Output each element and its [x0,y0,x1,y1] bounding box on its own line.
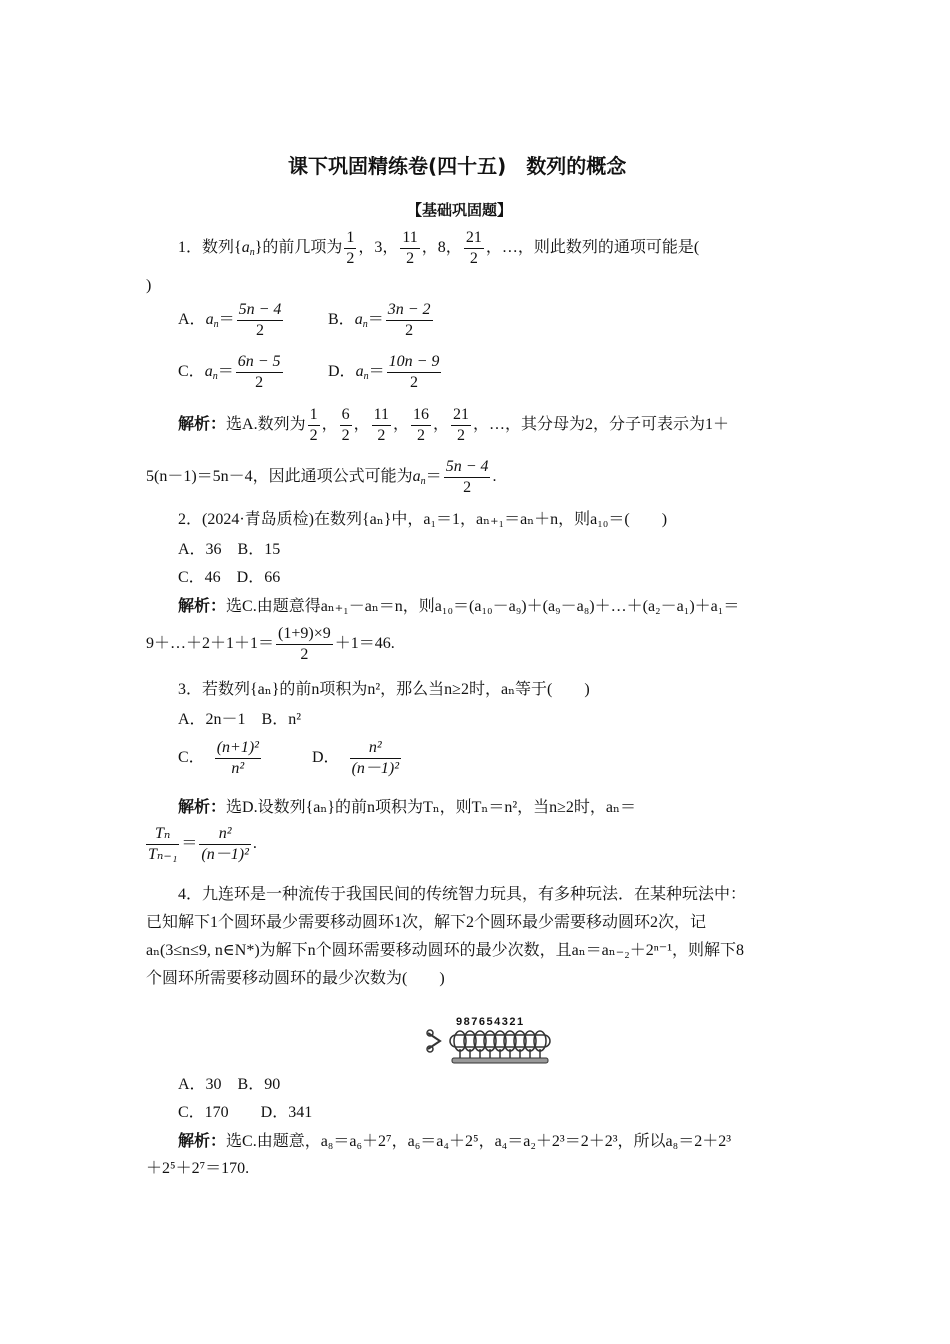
q3-solution-line1: 解析：选D.设数列{aₙ}的前n项积为Tₙ，则Tₙ＝n²，当n≥2时，aₙ＝ [178,797,636,816]
q4-stem-line4: 个圆环所需要移动圆环的最少次数为( ) [146,970,445,987]
q4-stem-line1: 4．九连环是一种流传于我国民间的传统智力玩具，有多种玩法．在某种玩法中： [178,886,747,903]
q1-solution-line2: 5(n－1)＝5n－4，因此通项公式可能为$a_n=$ $\frac{5n - 4}{2}$ . [146,458,497,496]
q2-stem: 2．(2024·青岛质检)在数列{aₙ}中，a₁＝1，aₙ₊₁＝aₙ＋n，则a₁₀＝( ) [178,511,668,528]
q1-close-paren: ) [146,277,152,294]
q4-options-ab: A．30 B．90 [178,1076,281,1093]
q3-solution-line2: $\frac{\text{Tₙ}}{\text{Tₙ₋₁}}$ ＝ $\frac{\text{n²}}{\text{(n－1)²}}$ . [148,825,257,863]
nine-rings-figure [426,1016,566,1064]
q3-option-c: C． $\frac{\text{(n+1)²}}{\text{n²}}$ [178,739,259,777]
q2-solution-line2: 9＋…＋2＋1＋1＝ $\frac{(1+9)\times 9}{2}$ ＋1＝46. [146,625,395,663]
q1-option-b: B．$a_n=$ $\frac{3n - 2}{2}$ [328,301,431,339]
q1-option-a: A．$a_n=$ $\frac{5n - 4}{2}$ [178,301,282,339]
q1-option-c: C．$a_n=$ $\frac{6n - 5}{2}$ [178,353,281,391]
q2-options-ab: A．36 B．15 [178,541,281,558]
q1-stem: 1．数列$\{a_n\}$的前几项为 $\frac{1}{2}$ ，3， $\frac{11}{2}$ ，8， $\frac{21}{2}$ ，…，则此数列的通项可能是( [178,229,700,267]
q4-solution-line1: 解析：选C.由题意，a₈＝a₆＋2⁷，a₆＝a₄＋2⁵，a₄＝a₂＋2³＝2＋2³，所以a₈＝2＋2³ [178,1131,731,1150]
rings-drawing [426,1027,566,1067]
q1-solution-line1: 解析：选A.数列为 $\frac{1}{2}$ ， $\frac{6}{2}$ ， $\frac{11}{2}$ ， $\frac{16}{2}$ ， $\frac{21}{2}$ ，…，其分母为2，分子可表示为1＋ [178,406,730,444]
section-heading: 【基础巩固题】 [407,201,513,219]
q4-stem-line3: aₙ(3≤n≤9, n∈N*)为解下n个圆环需要移动圆环的最少次数，且aₙ＝aₙ₋₂＋2ⁿ⁻¹，则解下8 [146,942,744,959]
q4-stem-line2: 已知解下1个圆环最少需要移动圆环1次，解下2个圆环最少需要移动圆环2次，记 [146,914,707,931]
q4-solution-line2: ＋2⁵＋2⁷＝170. [146,1160,250,1177]
page-title: 课下巩固精练卷(四十五) 数列的概念 [288,154,627,178]
q1-term-frac: $\frac{21}{2}$ [465,229,482,267]
q2-solution-line1: 解析：选C.由题意得aₙ₊₁－aₙ＝n，则a₁₀＝(a₁₀－a₉)＋(a₉－a₈)＋…＋(a₂－a₁)＋a₁＝ [178,596,740,615]
q3-stem: 3．若数列{aₙ}的前n项积为n²，那么当n≥2时，aₙ等于( ) [178,681,590,698]
ring-number-labels: 987654321 [456,1016,525,1028]
q3-options-ab: A．2n－1 B．n² [178,711,302,728]
q2-options-cd: C．46 D．66 [178,569,281,586]
q3-option-d: D． $\frac{\text{n²}}{\text{(n－1)²}}$ [312,739,400,777]
q1-term-frac: $\frac{1}{2}$ [346,229,355,267]
q1-option-d: D．$a_n=$ $\frac{10n - 9}{2}$ [328,353,440,391]
q4-options-cd: C．170 D．341 [178,1104,313,1121]
q1-term-frac: $\frac{11}{2}$ [402,229,418,267]
